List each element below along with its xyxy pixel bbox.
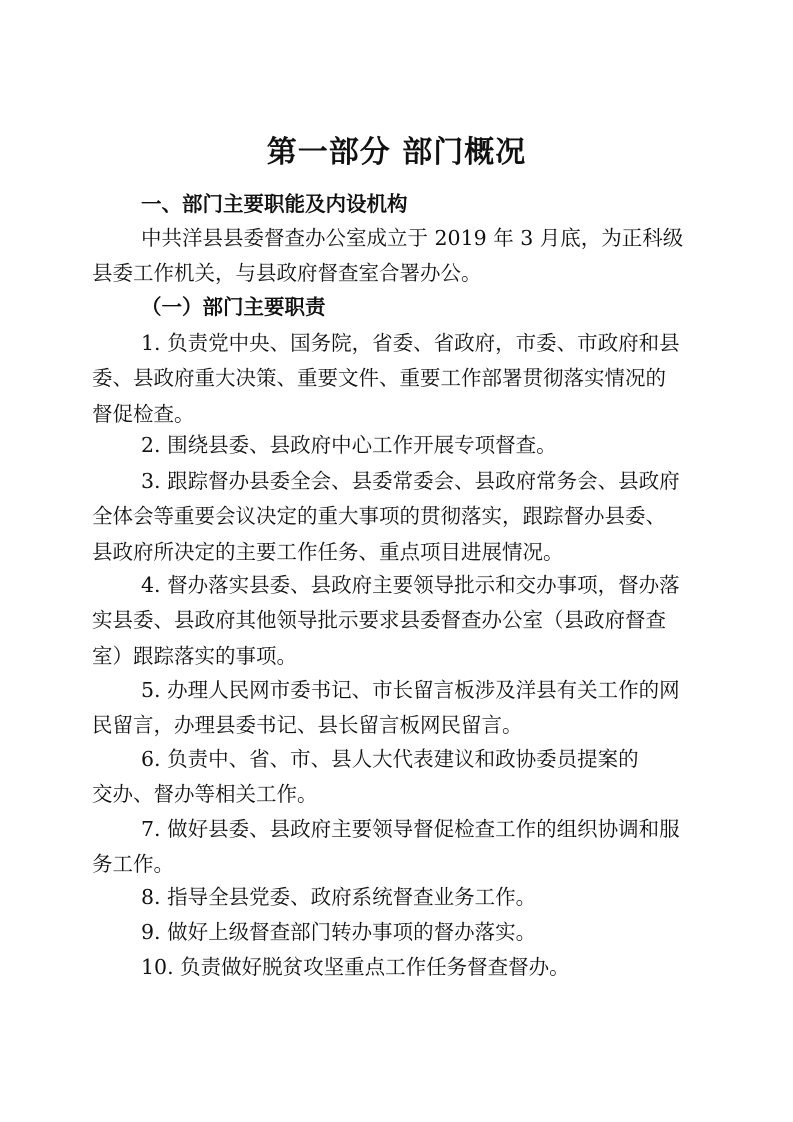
paragraph-line: 9. 做好上级督查部门转办事项的督办落实。 — [141, 920, 537, 944]
paragraph-line: 实县委、县政府其他领导批示要求县委督查办公室（县政府督查 — [92, 608, 666, 633]
intro-paragraph — [92, 221, 712, 292]
paragraph-line: 务工作。 — [92, 852, 174, 877]
section-heading: 一、部门主要职能及内设机构 — [141, 192, 408, 216]
duty-item — [92, 428, 712, 463]
paragraph-line: 1. 负责党中央、国务院，省委、省政府，市委、市政府和县 — [141, 331, 680, 355]
duty-item — [92, 568, 712, 674]
paragraph-line: 5. 办理人民网市委书记、市长留言板涉及洋县有关工作的网 — [141, 678, 680, 702]
paragraph-line: 10. 负责做好脱贫攻坚重点工作任务督查督办。 — [141, 955, 570, 979]
paragraph-line: 3. 跟踪督办县委全会、县委常委会、县政府常务会、县政府 — [141, 469, 680, 493]
paragraph-line: 中共洋县县委督查办公室成立于 2019 年 3 月底，为正科级 — [141, 226, 684, 250]
paragraph-line: 交办、督办等相关工作。 — [92, 782, 318, 807]
duty-item — [92, 915, 712, 950]
paragraph-line: 6. 负责中、省、市、县人大代表建议和政协委员提案的 — [141, 747, 639, 771]
paragraph-line: 8. 指导全县党委、政府系统督查业务工作。 — [141, 885, 537, 909]
paragraph-line: 委、县政府重大决策、重要文件、重要工作部署贯彻落实情况的 — [92, 366, 666, 391]
paragraph-line: 民留言，办理县委书记、县长留言板网民留言。 — [92, 713, 523, 738]
page-title: 第一部分 部门概况 — [266, 135, 527, 170]
paragraph-line: 县委工作机关，与县政府督查室合署办公。 — [92, 261, 482, 286]
duty-item — [92, 950, 712, 985]
paragraph-line: 县政府所决定的主要工作任务、重点项目进展情况。 — [92, 539, 564, 564]
duty-item — [92, 812, 712, 883]
paragraph-line: 全体会等重要会议决定的重大事项的贯彻落实，跟踪督办县委、 — [92, 504, 666, 529]
paragraph-line: 2. 围绕县委、县政府中心工作开展专项督查。 — [141, 433, 557, 457]
paragraph-line: 4. 督办落实县委、县政府主要领导批示和交办事项，督办落 — [141, 573, 680, 597]
duty-item — [92, 880, 712, 915]
duty-item — [92, 673, 712, 744]
duty-item — [92, 326, 712, 432]
paragraph-line: 督促检查。 — [92, 401, 195, 426]
paragraph-line: 室）跟踪落实的事项。 — [92, 643, 297, 668]
subsection-heading: （一）部门主要职责 — [141, 295, 326, 319]
duty-item — [92, 464, 712, 570]
paragraph-line: 7. 做好县委、县政府主要领导督促检查工作的组织协调和服 — [141, 817, 680, 841]
duty-item — [92, 742, 712, 813]
